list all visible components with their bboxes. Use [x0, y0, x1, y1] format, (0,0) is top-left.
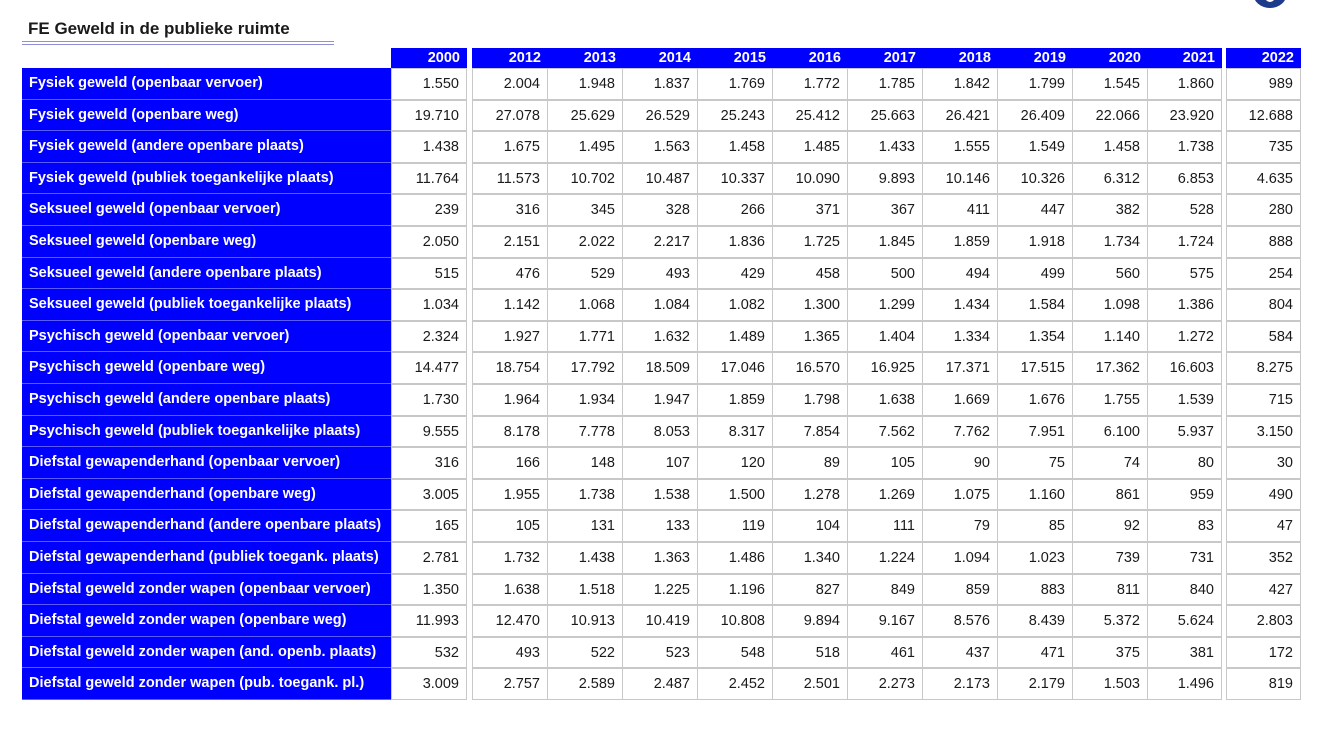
table-cell: 17.371	[922, 352, 998, 384]
table-cell: 1.365	[772, 321, 848, 352]
table-cell: 165	[391, 510, 467, 542]
table-cell: 8.439	[997, 605, 1073, 637]
table-cell: 1.496	[1147, 668, 1222, 700]
table-cell: 2.452	[697, 668, 773, 700]
table-cell: 447	[997, 194, 1073, 226]
column-header-year: 2022	[1226, 48, 1301, 68]
table-cell: 1.272	[1147, 321, 1222, 352]
table-cell: 1.354	[997, 321, 1073, 352]
table-cell: 17.046	[697, 352, 773, 384]
table-cell: 1.918	[997, 226, 1073, 258]
table-cell: 10.487	[622, 163, 698, 194]
table-cell: 1.555	[922, 131, 998, 163]
table-cell: 6.100	[1072, 416, 1148, 447]
table-cell: 10.808	[697, 605, 773, 637]
table-cell: 12.470	[472, 605, 548, 637]
table-cell: 10.146	[922, 163, 998, 194]
table-cell: 1.738	[547, 479, 623, 510]
table-cell: 352	[1226, 542, 1301, 574]
table-cell: 1.798	[772, 384, 848, 416]
table-cell: 429	[697, 258, 773, 289]
table-cell: 1.023	[997, 542, 1073, 574]
table-cell: 90	[922, 447, 998, 479]
table-cell: 1.539	[1147, 384, 1222, 416]
table-cell: 92	[1072, 510, 1148, 542]
table-cell: 1.269	[847, 479, 923, 510]
table-cell: 382	[1072, 194, 1148, 226]
table-cell: 8.317	[697, 416, 773, 447]
table-cell: 12.688	[1226, 100, 1301, 131]
table-cell: 2.589	[547, 668, 623, 700]
table-cell: 1.772	[772, 68, 848, 100]
table-cell: 30	[1226, 447, 1301, 479]
table-cell: 1.538	[622, 479, 698, 510]
row-label: Psychisch geweld (andere openbare plaats)	[22, 384, 391, 416]
table-cell: 1.725	[772, 226, 848, 258]
table-cell: 1.140	[1072, 321, 1148, 352]
table-cell: 849	[847, 574, 923, 605]
table-cell: 861	[1072, 479, 1148, 510]
row-label: Fysiek geweld (openbaar vervoer)	[22, 68, 391, 100]
table-cell: 989	[1226, 68, 1301, 100]
table-cell: 1.730	[391, 384, 467, 416]
table-cell: 888	[1226, 226, 1301, 258]
table-cell: 6.853	[1147, 163, 1222, 194]
row-label: Seksueel geweld (publiek toegankelijke plaats)	[22, 289, 391, 321]
table-cell: 75	[997, 447, 1073, 479]
table-cell: 1.836	[697, 226, 773, 258]
page-title: FE Geweld in de publieke ruimte	[28, 19, 290, 38]
table-cell: 111	[847, 510, 923, 542]
table-cell: 529	[547, 258, 623, 289]
table-cell: 500	[847, 258, 923, 289]
row-label: Fysiek geweld (openbare weg)	[22, 100, 391, 131]
table-cell: 1.638	[472, 574, 548, 605]
table-cell: 1.340	[772, 542, 848, 574]
table-cell: 107	[622, 447, 698, 479]
column-header-year: 2016	[772, 48, 848, 68]
table-cell: 26.409	[997, 100, 1073, 131]
table-cell: 79	[922, 510, 998, 542]
table-cell: 1.964	[472, 384, 548, 416]
table-cell: 584	[1226, 321, 1301, 352]
table-cell: 1.755	[1072, 384, 1148, 416]
table-cell: 280	[1226, 194, 1301, 226]
table-cell: 26.421	[922, 100, 998, 131]
table-cell: 1.386	[1147, 289, 1222, 321]
table-cell: 522	[547, 637, 623, 668]
table-cell: 316	[391, 447, 467, 479]
table-cell: 731	[1147, 542, 1222, 574]
column-header-year: 2000	[391, 48, 467, 68]
table-cell: 5.937	[1147, 416, 1222, 447]
table-cell: 80	[1147, 447, 1222, 479]
table-cell: 18.754	[472, 352, 548, 384]
table-cell: 2.050	[391, 226, 467, 258]
table-cell: 1.669	[922, 384, 998, 416]
table-cell: 1.859	[697, 384, 773, 416]
row-label: Psychisch geweld (openbare weg)	[22, 352, 391, 384]
table-cell: 532	[391, 637, 467, 668]
table-cell: 1.068	[547, 289, 623, 321]
table-cell: 1.485	[772, 131, 848, 163]
table-cell: 316	[472, 194, 548, 226]
table-cell: 328	[622, 194, 698, 226]
table-cell: 22.066	[1072, 100, 1148, 131]
row-label: Seksueel geweld (andere openbare plaats)	[22, 258, 391, 289]
table-cell: 2.217	[622, 226, 698, 258]
table-cell: 381	[1147, 637, 1222, 668]
row-label: Diefstal gewapenderhand (publiek toegank. plaats)	[22, 542, 391, 574]
table-cell: 8.053	[622, 416, 698, 447]
title-underline-2	[22, 44, 334, 45]
table-cell: 7.778	[547, 416, 623, 447]
table-cell: 476	[472, 258, 548, 289]
table-cell: 1.675	[472, 131, 548, 163]
table-cell: 7.951	[997, 416, 1073, 447]
table-cell: 494	[922, 258, 998, 289]
table-cell: 1.845	[847, 226, 923, 258]
table-cell: 375	[1072, 637, 1148, 668]
table-cell: 367	[847, 194, 923, 226]
table-cell: 1.771	[547, 321, 623, 352]
table-cell: 518	[772, 637, 848, 668]
table-cell: 461	[847, 637, 923, 668]
table-cell: 9.893	[847, 163, 923, 194]
column-header-year: 2021	[1147, 48, 1222, 68]
table-cell: 14.477	[391, 352, 467, 384]
table-cell: 1.495	[547, 131, 623, 163]
table-cell: 1.947	[622, 384, 698, 416]
table-cell: 3.009	[391, 668, 467, 700]
table-cell: 16.603	[1147, 352, 1222, 384]
row-label: Seksueel geweld (openbaar vervoer)	[22, 194, 391, 226]
table-cell: 804	[1226, 289, 1301, 321]
table-cell: 1.799	[997, 68, 1073, 100]
table-cell: 10.702	[547, 163, 623, 194]
table-cell: 2.487	[622, 668, 698, 700]
table-cell: 1.084	[622, 289, 698, 321]
table-cell: 1.142	[472, 289, 548, 321]
row-label: Diefstal gewapenderhand (openbare weg)	[22, 479, 391, 510]
table-cell: 2.803	[1226, 605, 1301, 637]
table-cell: 10.913	[547, 605, 623, 637]
table-cell: 371	[772, 194, 848, 226]
table-cell: 1.500	[697, 479, 773, 510]
table-cell: 16.570	[772, 352, 848, 384]
table-cell: 10.419	[622, 605, 698, 637]
table-cell: 85	[997, 510, 1073, 542]
table-cell: 1.458	[1072, 131, 1148, 163]
table-cell: 471	[997, 637, 1073, 668]
report-title-block	[22, 18, 334, 45]
table-cell: 2.501	[772, 668, 848, 700]
table-cell: 859	[922, 574, 998, 605]
table-cell: 811	[1072, 574, 1148, 605]
table-cell: 575	[1147, 258, 1222, 289]
row-label: Diefstal gewapenderhand (andere openbare plaats)	[22, 510, 391, 542]
table-cell: 1.638	[847, 384, 923, 416]
table-cell: 2.004	[472, 68, 548, 100]
table-cell: 120	[697, 447, 773, 479]
table-cell: 1.225	[622, 574, 698, 605]
table-cell: 1.075	[922, 479, 998, 510]
table-cell: 74	[1072, 447, 1148, 479]
table-cell: 427	[1226, 574, 1301, 605]
table-cell: 1.550	[391, 68, 467, 100]
table-cell: 1.278	[772, 479, 848, 510]
table-cell: 89	[772, 447, 848, 479]
table-cell: 499	[997, 258, 1073, 289]
table-cell: 2.179	[997, 668, 1073, 700]
table-cell: 2.781	[391, 542, 467, 574]
table-cell: 2.273	[847, 668, 923, 700]
table-cell: 1.563	[622, 131, 698, 163]
column-header-year: 2014	[622, 48, 698, 68]
table-cell: 5.372	[1072, 605, 1148, 637]
table-cell: 528	[1147, 194, 1222, 226]
table-cell: 1.927	[472, 321, 548, 352]
table-cell: 19.710	[391, 100, 467, 131]
table-cell: 411	[922, 194, 998, 226]
table-cell: 10.337	[697, 163, 773, 194]
table-cell: 493	[472, 637, 548, 668]
table-cell: 2.757	[472, 668, 548, 700]
table-cell: 6.312	[1072, 163, 1148, 194]
table-cell: 1.098	[1072, 289, 1148, 321]
table-cell: 9.167	[847, 605, 923, 637]
table-cell: 17.792	[547, 352, 623, 384]
table-cell: 1.632	[622, 321, 698, 352]
table-cell: 8.178	[472, 416, 548, 447]
table-cell: 735	[1226, 131, 1301, 163]
table-cell: 11.764	[391, 163, 467, 194]
table-cell: 4.635	[1226, 163, 1301, 194]
table-cell: 7.562	[847, 416, 923, 447]
table-cell: 10.326	[997, 163, 1073, 194]
title-underline	[22, 41, 334, 42]
table-cell: 1.842	[922, 68, 998, 100]
table-cell: 1.224	[847, 542, 923, 574]
table-cell: 25.412	[772, 100, 848, 131]
table-cell: 490	[1226, 479, 1301, 510]
table-cell: 840	[1147, 574, 1222, 605]
table-cell: 2.151	[472, 226, 548, 258]
table-cell: 18.509	[622, 352, 698, 384]
table-cell: 17.515	[997, 352, 1073, 384]
table-cell: 1.094	[922, 542, 998, 574]
table-cell: 1.732	[472, 542, 548, 574]
table-cell: 1.934	[547, 384, 623, 416]
table-cell: 254	[1226, 258, 1301, 289]
row-label: Psychisch geweld (openbaar vervoer)	[22, 321, 391, 352]
table-cell: 493	[622, 258, 698, 289]
table-cell: 105	[472, 510, 548, 542]
table-cell: 1.676	[997, 384, 1073, 416]
column-header-year: 2018	[922, 48, 998, 68]
table-cell: 16.925	[847, 352, 923, 384]
table-cell: 827	[772, 574, 848, 605]
row-label: Fysiek geweld (andere openbare plaats)	[22, 131, 391, 163]
table-cell: 27.078	[472, 100, 548, 131]
table-cell: 1.769	[697, 68, 773, 100]
row-label: Diefstal gewapenderhand (openbaar vervoer)	[22, 447, 391, 479]
table-cell: 9.555	[391, 416, 467, 447]
table-cell: 2.324	[391, 321, 467, 352]
table-cell: 515	[391, 258, 467, 289]
table-cell: 1.948	[547, 68, 623, 100]
table-cell: 1.837	[622, 68, 698, 100]
table-cell: 11.573	[472, 163, 548, 194]
table-cell: 739	[1072, 542, 1148, 574]
table-cell: 2.022	[547, 226, 623, 258]
table-cell: 1.724	[1147, 226, 1222, 258]
column-header-year: 2020	[1072, 48, 1148, 68]
table-cell: 1.363	[622, 542, 698, 574]
table-cell: 8.275	[1226, 352, 1301, 384]
table-cell: 959	[1147, 479, 1222, 510]
table-cell: 1.860	[1147, 68, 1222, 100]
table-cell: 3.005	[391, 479, 467, 510]
table-cell: 11.993	[391, 605, 467, 637]
table-cell: 83	[1147, 510, 1222, 542]
table-cell: 1.299	[847, 289, 923, 321]
table-cell: 437	[922, 637, 998, 668]
table-cell: 104	[772, 510, 848, 542]
table-cell: 266	[697, 194, 773, 226]
table-cell: 1.438	[547, 542, 623, 574]
table-cell: 1.433	[847, 131, 923, 163]
table-cell: 172	[1226, 637, 1301, 668]
table-cell: 23.920	[1147, 100, 1222, 131]
table-cell: 133	[622, 510, 698, 542]
row-label: Psychisch geweld (publiek toegankelijke plaats)	[22, 416, 391, 447]
table-cell: 819	[1226, 668, 1301, 700]
row-label: Diefstal geweld zonder wapen (openbaar vervoer)	[22, 574, 391, 605]
table-cell: 166	[472, 447, 548, 479]
column-header-year: 2019	[997, 48, 1073, 68]
table-cell: 8.576	[922, 605, 998, 637]
table-cell: 17.362	[1072, 352, 1148, 384]
table-cell: 1.438	[391, 131, 467, 163]
table-cell: 1.034	[391, 289, 467, 321]
table-cell: 1.955	[472, 479, 548, 510]
table-cell: 25.243	[697, 100, 773, 131]
table-cell: 523	[622, 637, 698, 668]
table-cell: 1.489	[697, 321, 773, 352]
table-cell: 1.859	[922, 226, 998, 258]
table-cell: 5.624	[1147, 605, 1222, 637]
table-cell: 1.549	[997, 131, 1073, 163]
table-cell: 3.150	[1226, 416, 1301, 447]
table-cell: 25.663	[847, 100, 923, 131]
table-cell: 1.584	[997, 289, 1073, 321]
table-cell: 1.082	[697, 289, 773, 321]
table-cell: 26.529	[622, 100, 698, 131]
table-cell: 1.350	[391, 574, 467, 605]
table-cell: 105	[847, 447, 923, 479]
table-cell: 7.762	[922, 416, 998, 447]
table-cell: 548	[697, 637, 773, 668]
row-label: Diefstal geweld zonder wapen (openbare weg)	[22, 605, 391, 637]
table-cell: 883	[997, 574, 1073, 605]
table-cell: 1.458	[697, 131, 773, 163]
table-cell: 1.334	[922, 321, 998, 352]
row-label: Fysiek geweld (publiek toegankelijke plaats)	[22, 163, 391, 194]
table-cell: 7.854	[772, 416, 848, 447]
table-cell: 1.196	[697, 574, 773, 605]
table-cell: 1.785	[847, 68, 923, 100]
column-header-year: 2012	[472, 48, 548, 68]
table-cell: 1.434	[922, 289, 998, 321]
row-label: Seksueel geweld (openbare weg)	[22, 226, 391, 258]
column-header-year: 2015	[697, 48, 773, 68]
column-header-year: 2017	[847, 48, 923, 68]
table-cell: 25.629	[547, 100, 623, 131]
table-cell: 1.518	[547, 574, 623, 605]
table-cell: 1.486	[697, 542, 773, 574]
table-cell: 2.173	[922, 668, 998, 700]
table-cell: 1.738	[1147, 131, 1222, 163]
table-cell: 1.503	[1072, 668, 1148, 700]
table-cell: 119	[697, 510, 773, 542]
table-cell: 1.404	[847, 321, 923, 352]
table-cell: 10.090	[772, 163, 848, 194]
table-cell: 1.734	[1072, 226, 1148, 258]
table-cell: 715	[1226, 384, 1301, 416]
column-header-year: 2013	[547, 48, 623, 68]
table-cell: 9.894	[772, 605, 848, 637]
table-cell: 148	[547, 447, 623, 479]
table-cell: 1.160	[997, 479, 1073, 510]
table-cell: 458	[772, 258, 848, 289]
table-cell: 1.300	[772, 289, 848, 321]
table-cell: 47	[1226, 510, 1301, 542]
table-cell: 239	[391, 194, 467, 226]
table-cell: 560	[1072, 258, 1148, 289]
row-label: Diefstal geweld zonder wapen (pub. toegank. pl.)	[22, 668, 391, 700]
row-label: Diefstal geweld zonder wapen (and. openb. plaats)	[22, 637, 391, 668]
table-cell: 131	[547, 510, 623, 542]
table-cell: 1.545	[1072, 68, 1148, 100]
logo-icon	[1253, 0, 1287, 8]
table-cell: 345	[547, 194, 623, 226]
